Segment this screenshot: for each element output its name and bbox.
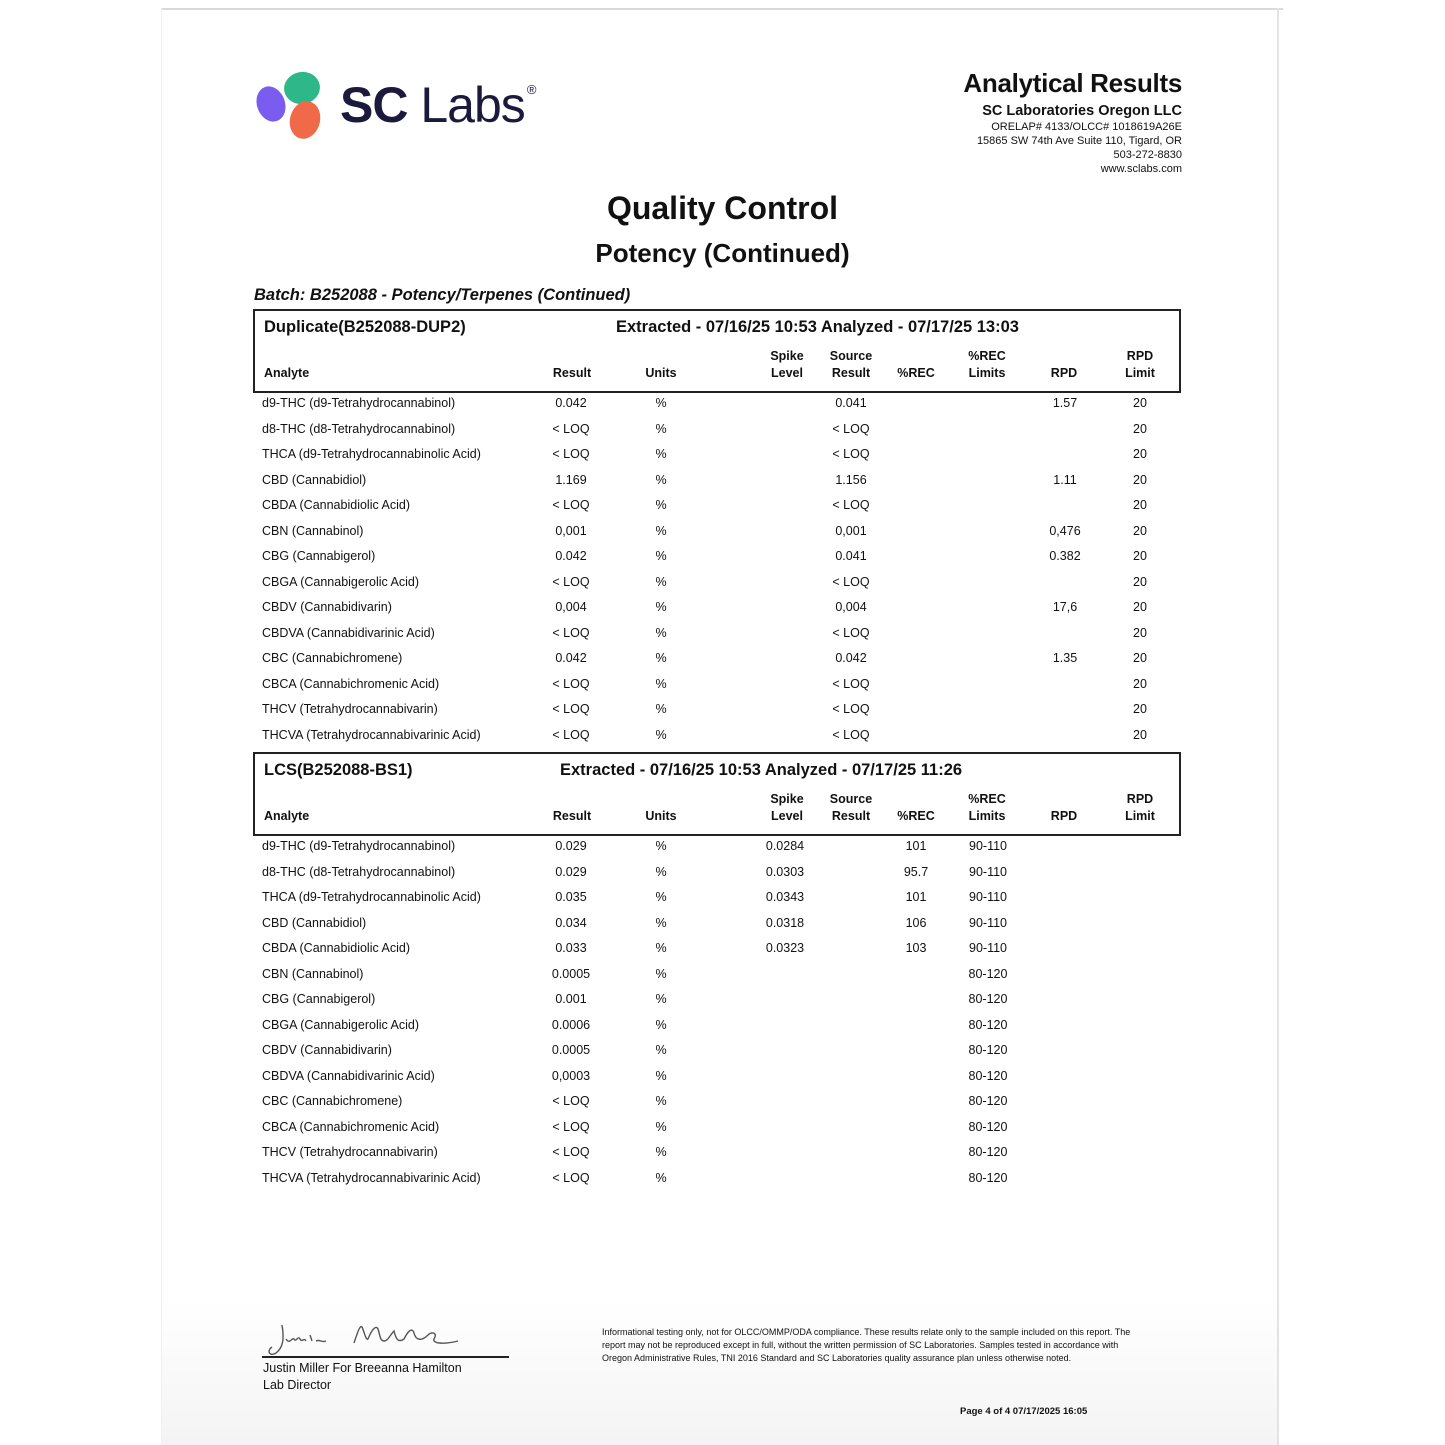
logo-wordmark: [340, 76, 535, 134]
cell-result: 0.029: [555, 839, 587, 853]
cell-spike-level: 0.0318: [765, 915, 805, 930]
sc-labs-logo: [254, 68, 564, 144]
cell-analyte: THCV (Tetrahydrocannabivarin): [262, 1145, 438, 1159]
cell-rpd-limit: 20: [1133, 421, 1147, 436]
cell-rpd: 1.57: [1052, 396, 1078, 410]
cell-analyte: THCA (d9-Tetrahydrocannabinolic Acid): [262, 890, 481, 904]
cell-analyte: CBG (Cannabigerol): [262, 992, 376, 1006]
cell-rec: 95.7: [903, 864, 929, 879]
cell-rec-limits: 90-110: [969, 864, 1007, 879]
report-title: Analytical Results: [963, 68, 1182, 98]
lab-info: [963, 68, 1182, 175]
table-row: [0, 702, 1445, 727]
cell-result: 1.169: [555, 472, 587, 487]
logo-brand-regular: Labs: [420, 77, 525, 133]
signer-name: Justin Miller For Breeanna Hamilton: [263, 1361, 462, 1375]
table-row: [0, 839, 1445, 864]
cell-analyte: THCVA (Tetrahydrocannabivarinic Acid): [262, 1170, 481, 1185]
cell-result: < LOQ: [552, 574, 590, 589]
table-row: [0, 1120, 1445, 1145]
cell-analyte: THCVA (Tetrahydrocannabivarinic Acid): [262, 727, 481, 742]
table-row: [0, 422, 1445, 447]
cell-result: 0.042: [555, 549, 587, 563]
cell-units: %: [655, 549, 667, 563]
cell-units: %: [655, 523, 667, 538]
cell-rec-limits: 90-110: [969, 839, 1007, 853]
cell-analyte: d9-THC (d9-Tetrahydrocannabinol): [262, 839, 456, 853]
section-dates: Extracted - 07/16/25 10:53 Analyzed - 07/17/25 13:03: [616, 318, 1019, 336]
cell-source-result: < LOQ: [832, 702, 870, 716]
table-row: [0, 1018, 1445, 1043]
table-row: [0, 396, 1445, 421]
cell-analyte: CBGA (Cannabigerolic Acid): [262, 1017, 420, 1032]
cell-units: %: [655, 1094, 667, 1108]
page-border-top: [161, 8, 1283, 10]
cell-result: < LOQ: [552, 1094, 590, 1108]
col-header-text: Result: [831, 809, 871, 823]
lab-company: SC Laboratories Oregon LLC: [982, 103, 1182, 119]
col-header-rec: %REC: [897, 809, 935, 823]
cell-analyte: d8-THC (d8-Tetrahydrocannabinol): [262, 421, 456, 436]
cell-result: 0.0006: [551, 1017, 591, 1032]
duplicate-section-header: [253, 309, 1181, 393]
cell-result: 0.001: [555, 992, 587, 1006]
section-name: LCS(B252088-BS1): [264, 761, 413, 779]
cell-units: %: [655, 702, 667, 716]
table-row: [0, 1069, 1445, 1094]
cell-analyte: CBN (Cannabinol): [262, 966, 364, 981]
cell-result: 0.035: [555, 890, 587, 904]
cell-source-result: 0,004: [835, 600, 867, 614]
cell-result: 0,0003: [551, 1068, 591, 1083]
col-header-rpd-limit: [1125, 348, 1155, 382]
cell-rpd-limit: 20: [1133, 651, 1147, 665]
table-row: [0, 651, 1445, 676]
cell-units: %: [655, 864, 667, 879]
cell-rec-limits: 80-120: [968, 1068, 1008, 1083]
cell-rec-limits: 80-120: [968, 966, 1008, 981]
cell-rec-limits: 90-110: [969, 890, 1007, 904]
cell-units: %: [655, 651, 667, 665]
signer-role: Lab Director: [263, 1378, 332, 1392]
cell-rec-limits: 80-120: [968, 992, 1008, 1006]
col-header-text: Limits: [968, 366, 1006, 380]
col-header-rec: %REC: [897, 366, 935, 380]
cell-source-result: < LOQ: [832, 498, 870, 512]
col-header-text: Level: [771, 366, 803, 380]
cell-result: 0.042: [555, 396, 587, 410]
cell-units: %: [655, 890, 667, 904]
table-row: [0, 865, 1445, 890]
col-header-analyte: Analyte: [264, 809, 310, 823]
cell-rpd-limit: 20: [1133, 600, 1147, 614]
cell-rec-limits: 80-120: [968, 1017, 1008, 1032]
cell-analyte: CBDVA (Cannabidivarinic Acid): [262, 625, 435, 640]
table-row: [0, 890, 1445, 915]
cell-rpd-limit: 20: [1133, 498, 1147, 512]
cell-rpd-limit: 20: [1133, 447, 1147, 461]
cell-units: %: [655, 1170, 667, 1185]
col-header-rec-limits: [968, 791, 1006, 825]
cell-units: %: [655, 915, 667, 930]
cell-units: %: [655, 421, 667, 436]
cell-rpd: 1.35: [1052, 651, 1078, 665]
col-header-spike-level: [770, 791, 803, 825]
cell-units: %: [655, 574, 667, 589]
cell-spike-level: 0.0303: [765, 864, 805, 879]
logo-brand-bold: SC: [340, 77, 408, 133]
col-header-text: Limits: [968, 809, 1006, 823]
cell-units: %: [655, 447, 667, 461]
cell-units: %: [655, 498, 667, 512]
cell-source-result: 0.041: [835, 396, 867, 410]
page-number: Page 4 of 4 07/17/2025 16:05: [960, 1406, 1088, 1417]
col-header-text: RPD: [1126, 792, 1154, 806]
table-row: [0, 498, 1445, 523]
col-header-text: Result: [831, 366, 871, 380]
cell-result: 0.034: [555, 915, 587, 930]
cell-rec-limits: 80-120: [968, 1094, 1008, 1108]
col-header-source-result: [830, 791, 872, 825]
section-dates: Extracted - 07/16/25 10:53 Analyzed - 07/17/25 11:26: [560, 761, 963, 779]
cell-rpd-limit: 20: [1133, 574, 1147, 589]
lab-address: 15865 SW 74th Ave Suite 110, Tigard, OR: [976, 135, 1182, 147]
cell-rec-limits: 80-120: [968, 1119, 1008, 1134]
cell-rpd: 17,6: [1052, 600, 1078, 614]
cell-rec-limits: 90-110: [969, 941, 1007, 955]
cell-rec: 101: [905, 890, 927, 904]
col-header-text: Source: [829, 349, 873, 363]
cell-source-result: 0.041: [835, 549, 867, 563]
cell-result: 0.042: [555, 651, 587, 665]
cell-analyte: CBG (Cannabigerol): [262, 549, 376, 563]
cell-analyte: CBDA (Cannabidiolic Acid): [262, 498, 410, 512]
table-row: [0, 916, 1445, 941]
cell-result: < LOQ: [552, 727, 590, 742]
cell-source-result: < LOQ: [832, 727, 870, 742]
col-header-result: Result: [552, 366, 592, 380]
cell-analyte: CBC (Cannabichromene): [262, 651, 403, 665]
col-header-text: Spike: [770, 349, 804, 363]
cell-units: %: [655, 625, 667, 640]
table-row: [0, 1171, 1445, 1196]
page-title: Quality Control: [606, 190, 839, 226]
cell-result: < LOQ: [552, 498, 590, 512]
cell-units: %: [655, 472, 667, 487]
cell-analyte: CBDVA (Cannabidivarinic Acid): [262, 1068, 435, 1083]
cell-analyte: d9-THC (d9-Tetrahydrocannabinol): [262, 396, 456, 410]
col-header-units: Units: [645, 809, 677, 823]
cell-source-result: 0.042: [835, 651, 867, 665]
cell-result: < LOQ: [552, 421, 590, 436]
cell-result: 0,001: [555, 523, 587, 538]
col-header-text: RPD: [1126, 349, 1154, 363]
cell-analyte: CBN (Cannabinol): [262, 523, 364, 538]
cell-rec-limits: 80-120: [968, 1170, 1008, 1185]
cell-rpd-limit: 20: [1133, 549, 1147, 563]
col-header-rpd-limit: [1125, 791, 1155, 825]
cell-spike-level: 0.0284: [765, 839, 805, 853]
cell-analyte: CBD (Cannabidiol): [262, 915, 367, 930]
logo-mark-icon: [254, 68, 334, 144]
table-row: [0, 575, 1445, 600]
table-row: [0, 677, 1445, 702]
cell-units: %: [655, 1068, 667, 1083]
section-name: Duplicate(B252088-DUP2): [264, 318, 466, 336]
batch-label: Batch: B252088 - Potency/Terpenes (Continued): [254, 286, 631, 304]
col-header-text: Source: [829, 792, 873, 806]
disclaimer-text: Informational testing only, not for OLCC/OMMP/ODA compliance. These results relate only to the sample included on this report. The report may not be reproduced except in full, without the written permission of SC Laboratories. Samples tested in accordance with Oregon Administrative Rules, TNI 2016 Standard and SC Laboratories quality assurance plan unless otherwise noted.: [602, 1327, 1131, 1363]
cell-result: < LOQ: [552, 447, 590, 461]
cell-rec-limits: 90-110: [969, 915, 1007, 930]
cell-analyte: CBC (Cannabichromene): [262, 1094, 403, 1108]
col-header-rec-limits: [968, 348, 1006, 382]
cell-rec: 103: [905, 941, 927, 955]
table-row: [0, 941, 1445, 966]
cell-analyte: CBDV (Cannabidivarin): [262, 600, 392, 614]
cell-units: %: [655, 600, 667, 614]
cell-units: %: [655, 992, 667, 1006]
table-row: [0, 1094, 1445, 1119]
cell-result: 0.0005: [551, 1043, 591, 1057]
page-subtitle: Potency (Continued): [595, 238, 850, 268]
cell-units: %: [655, 676, 667, 691]
cell-result: < LOQ: [552, 1119, 590, 1134]
cell-result: < LOQ: [552, 702, 590, 716]
table-row: [0, 967, 1445, 992]
col-header-rpd: RPD: [1050, 366, 1078, 380]
col-header-source-result: [830, 348, 872, 382]
table-row: [0, 728, 1445, 753]
cell-analyte: CBDA (Cannabidiolic Acid): [262, 941, 410, 955]
col-header-text: Level: [771, 809, 803, 823]
cell-units: %: [655, 1145, 667, 1159]
lab-license: ORELAP# 4133/OLCC# 1018619A26E: [991, 121, 1182, 133]
cell-analyte: CBDV (Cannabidivarin): [262, 1043, 392, 1057]
cell-units: %: [655, 1043, 667, 1057]
cell-units: %: [655, 396, 667, 410]
signature-line: [262, 1356, 509, 1358]
cell-analyte: THCA (d9-Tetrahydrocannabinolic Acid): [262, 447, 481, 461]
col-header-units: Units: [645, 366, 677, 380]
cell-analyte: CBGA (Cannabigerolic Acid): [262, 574, 420, 589]
cell-analyte: THCV (Tetrahydrocannabivarin): [262, 702, 438, 716]
cell-rpd-limit: 20: [1133, 727, 1147, 742]
cell-source-result: < LOQ: [832, 421, 870, 436]
cell-units: %: [655, 839, 667, 853]
col-header-spike-level: [770, 348, 803, 382]
lab-phone: 503-272-8830: [1113, 149, 1182, 161]
col-header-rpd: RPD: [1050, 809, 1078, 823]
cell-analyte: CBCA (Cannabichromenic Acid): [262, 676, 440, 691]
table-row: [0, 473, 1445, 498]
col-header-text: Spike: [770, 792, 804, 806]
cell-result: < LOQ: [552, 676, 590, 691]
cell-units: %: [655, 1119, 667, 1134]
cell-rpd-limit: 20: [1133, 676, 1147, 691]
cell-rpd-limit: 20: [1133, 523, 1147, 538]
cell-rec: 106: [905, 915, 927, 930]
cell-rpd-limit: 20: [1133, 396, 1147, 410]
cell-analyte: CBD (Cannabidiol): [262, 472, 367, 487]
signature-image: [262, 1317, 510, 1357]
cell-result: < LOQ: [552, 1170, 590, 1185]
cell-result: < LOQ: [552, 625, 590, 640]
table-row: [0, 549, 1445, 574]
col-header-analyte: Analyte: [264, 366, 310, 380]
cell-result: < LOQ: [552, 1145, 590, 1159]
cell-rpd-limit: 20: [1133, 472, 1147, 487]
cell-rec-limits: 80-120: [968, 1043, 1008, 1057]
table-row: [0, 626, 1445, 651]
col-header-text: Limit: [1125, 366, 1155, 380]
cell-source-result: < LOQ: [832, 625, 870, 640]
table-row: [0, 524, 1445, 549]
cell-source-result: < LOQ: [832, 447, 870, 461]
cell-source-result: 1.156: [835, 472, 867, 487]
cell-spike-level: 0.0323: [765, 941, 805, 955]
cell-rec-limits: 80-120: [968, 1145, 1008, 1159]
cell-units: %: [655, 1017, 667, 1032]
cell-analyte: d8-THC (d8-Tetrahydrocannabinol): [262, 864, 456, 879]
cell-rpd-limit: 20: [1133, 702, 1147, 716]
cell-source-result: 0,001: [835, 523, 867, 538]
table-row: [0, 1145, 1445, 1170]
col-header-text: %REC: [968, 349, 1006, 363]
table-row: [0, 992, 1445, 1017]
table-row: [0, 1043, 1445, 1068]
table-row: [0, 447, 1445, 472]
cell-source-result: < LOQ: [832, 676, 870, 691]
cell-result: 0.029: [555, 864, 587, 879]
cell-rec: 101: [905, 839, 927, 853]
cell-units: %: [655, 941, 667, 955]
table-row: [0, 600, 1445, 625]
cell-result: 0.033: [555, 941, 587, 955]
cell-rpd: 1.11: [1053, 472, 1077, 487]
col-header-result: Result: [552, 809, 592, 823]
cell-units: %: [655, 966, 667, 981]
cell-source-result: < LOQ: [832, 574, 870, 589]
lab-website[interactable]: www.sclabs.com: [1100, 163, 1182, 175]
col-header-text: %REC: [968, 792, 1006, 806]
col-header-text: Limit: [1125, 809, 1155, 823]
cell-rpd: 0,476: [1049, 523, 1081, 538]
cell-result: 0,004: [555, 600, 587, 614]
cell-rpd: 0.382: [1049, 549, 1081, 563]
cell-units: %: [655, 727, 667, 742]
cell-result: 0.0005: [551, 966, 591, 981]
registered-mark: ®: [526, 82, 536, 97]
cell-rpd-limit: 20: [1133, 625, 1147, 640]
cell-spike-level: 0.0343: [765, 890, 805, 904]
cell-analyte: CBCA (Cannabichromenic Acid): [262, 1119, 440, 1134]
lcs-section-header: [253, 752, 1181, 836]
